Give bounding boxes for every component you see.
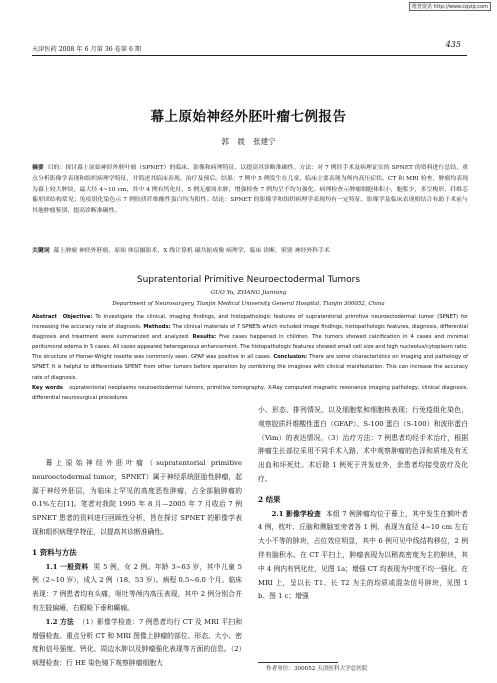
- objective-text: To investigate the clinical, imaging findings, and histopathologic features of supratentorial primitive neuroectodermal tumor (SPNET) for increasing the accuracy rate of diagnosis.: [32, 314, 468, 331]
- english-title: Supratentorial Primitive Neuroectodermal Tumors: [136, 275, 361, 285]
- author-affiliation-footnote: 作者单位：300052 天津医科大学总医院: [266, 666, 368, 672]
- english-authors: GUO Yu, ZHANG Jianning: [210, 290, 287, 296]
- conclusion-label: Conclusion:: [273, 354, 308, 361]
- conclusion-text: There are some characteristics on imaging and pathology of SPNET. It is helpful to differentiate SPENT from other tumors before operation by combining the imagines with clinical manifestation. This can increase the accuracy rate of diagnosis.: [32, 354, 468, 381]
- keywords-text: 幕上肿瘤 神经外胚瘤，原始 体层摄影术，X 线计算机 磁共振成像 病理学，临床 诊断，鉴别 神经外科手术: [53, 248, 330, 254]
- body-right-column: [258, 404, 468, 604]
- subsection-general: [32, 561, 242, 616]
- section-heading-materials: 1 资料与方法: [32, 547, 77, 557]
- methods-text: The clinical materials of 7 SPNETs which included image findings, histopathologic features, diagnosis, differential diagnosis and treatment were summarized and analyzed.: [32, 324, 468, 341]
- watermark-stamp: 维普资讯 http://www.cqvip.com: [409, 2, 491, 11]
- subsection-general-text: 男 5 例，女 2 例。年龄 3~63 岁，其中儿童 5 例（2~10 岁），成人 2 例（18、53 岁）。病程 0.5~6.0 个月。临床表现：7 例患者均有头痛，呕吐等颅内高压表现，其中 2 例分别合并有左肢偏瘫，右眼睑下垂和癫痫。: [32, 562, 242, 612]
- english-keywords-text: supratentorial neoplasms neuroectodermal tumors, primitive tomography, X-Ray computed magnetic resonance imaging pathology, clinical diagnosis, differential neurosurgical procedures: [32, 384, 468, 401]
- chinese-keywords: [32, 246, 468, 257]
- keywords-label: 关键词: [32, 247, 50, 254]
- header-rule: [32, 55, 467, 56]
- english-affiliation: Department of Neurosurgery, Tianjin Medical University General Hospital, Tianjin 300052, China: [112, 301, 385, 307]
- author-list: 郭 晨 张建宁: [221, 137, 276, 146]
- subsection-methods: [32, 616, 242, 671]
- subsection-methods-text: （1）影像学检查：7 例患者均行 CT 及 MRI 平扫和增强检查。重点分析 CT 和 MRI 图像上肿瘤的部位、形态、大小、密度和信号强度、钙化、周边水肿以及肿瘤强化表现等方面的信息。（2）病理检查：行 HE 染色镜下观察肿瘤细胞大: [32, 617, 242, 668]
- subsection-methods-head: 1.2 方法: [45, 617, 74, 626]
- abstract-text: 目的：探讨幕上原始神经外胚叶瘤（SPNET）的临床、影像和病理特征，以提高其诊断准确性。方法：对 7 例经手术及病理证实的 SPNET 的资料进行总结，重点分析影像学表现和组织病理学特征，并简述其临床表现、治疗及预后。结果：7 例中 5 例发生在儿童，临床主要表现为颅内高压症状。CT 和 MRI 检查，肿瘤均表现为幕上较大肿块，最大径 4~10 cm，其中 4 例有钙化灶，5 例无瘤周水肿，增强检查 7 例均呈不均匀强化。病理检查示肿瘤细胞体积小，胞浆少，多呈梭形，纤维芯葡形团结构常见；免疫组化染色示 7 例胶质纤维酸性蛋白均为阳性。结论：SPNET 的影像学和组织病理学表现均有一定特征，影像学及临床表现相结合有助于术前与其他肿瘤鉴别，提高诊断准确性。: [32, 165, 468, 215]
- article-title: 幕上原始神经外胚叶瘤七例报告: [150, 109, 347, 125]
- page-number: 435: [445, 40, 461, 49]
- subsection-imaging-text: 本组 7 例肿瘤均位于幕上，其中发生在额叶者 4 例，枕叶、丘脑和侧脑室旁者各 1 例，表现为直径 4~10 cm 左右大小不等的肿块，占位效应明显，其中 6 例可见中线结构移位，2 例伴有脑积水。在 CT 平扫上，肿瘤表现为以稍高密度为主的肿块，其中 4 例内有钙化灶，见图 1a；增强 CT 均表现为中度不均一强化。在 MRI 上，呈以长 T1、长 T2 为主的均质或混杂信号肿块，见图 1 b、图 1 c；增强: [258, 509, 468, 601]
- subsection-imaging: [258, 508, 468, 605]
- methods-continued: 小、形态、排列情况，以及细胞浆和细胞核表现；行免疫组化染色，观察胶质纤维酸性蛋白（GFAP）、S-100 蛋白（S-100）和波形蛋白（Vim）的表达情况。（3）治疗方法：7 例患者均经手术治疗，根据肿瘤生长部位采用不同手术入路，术中观察肿瘤的色泽和质地及有无出血和坏死灶。术后除 1 例死于并发症外，余患者均接受放疗及化疗。: [258, 406, 468, 483]
- chinese-abstract: [32, 163, 468, 217]
- subsection-imaging-head: 2.1 影像学检查: [271, 509, 322, 518]
- section-heading-results: 2 结果: [258, 494, 281, 504]
- english-keywords-label: Key words: [32, 384, 63, 391]
- subsection-general-head: 1.1 一般资料: [45, 562, 89, 571]
- results-text: Five cases happened in children. The tumors showed calcification in 4 cases and minimal peritumoral edema in 5 cases. All cases appeared heterogenous enhancement. The histopathologic features showed small cell size and high nucleolus/cytoplasm ratio. The structure of Homer-Wright rosette was commonly seen. GFAP was positive in all cases.: [32, 334, 468, 361]
- intro-paragraph: 幕上原始神经外胚叶瘤（supratentorial primitive neuroectodermal tumor，SPNET）属于神经系统胚胎性肿瘤，起源于神经外胚层，为临床上罕见的高度恶性肿瘤，占全部脑肿瘤的 0.1%左右[1]。笔者对我院 1995 年 8 月—2005 年 7 月收治 7 例 SPNET 患者的资料进行回顾性分析，旨在探讨 SPNET 的影像学表现和组织病理学特征，以提高其诊断准确性。: [32, 459, 242, 536]
- body-left-column: [32, 457, 242, 671]
- english-abstract: [32, 312, 468, 403]
- english-abstract-label: Abstract: [32, 314, 57, 320]
- results-label: Results:: [192, 334, 217, 341]
- abstract-label: 摘要: [32, 164, 44, 171]
- footnote-rule: [258, 662, 338, 663]
- journal-header: 天津医药 2008 年 6 月第 36 卷第 6 期: [32, 46, 142, 53]
- objective-label: Objective:: [62, 314, 93, 320]
- methods-label: Methods:: [143, 324, 171, 331]
